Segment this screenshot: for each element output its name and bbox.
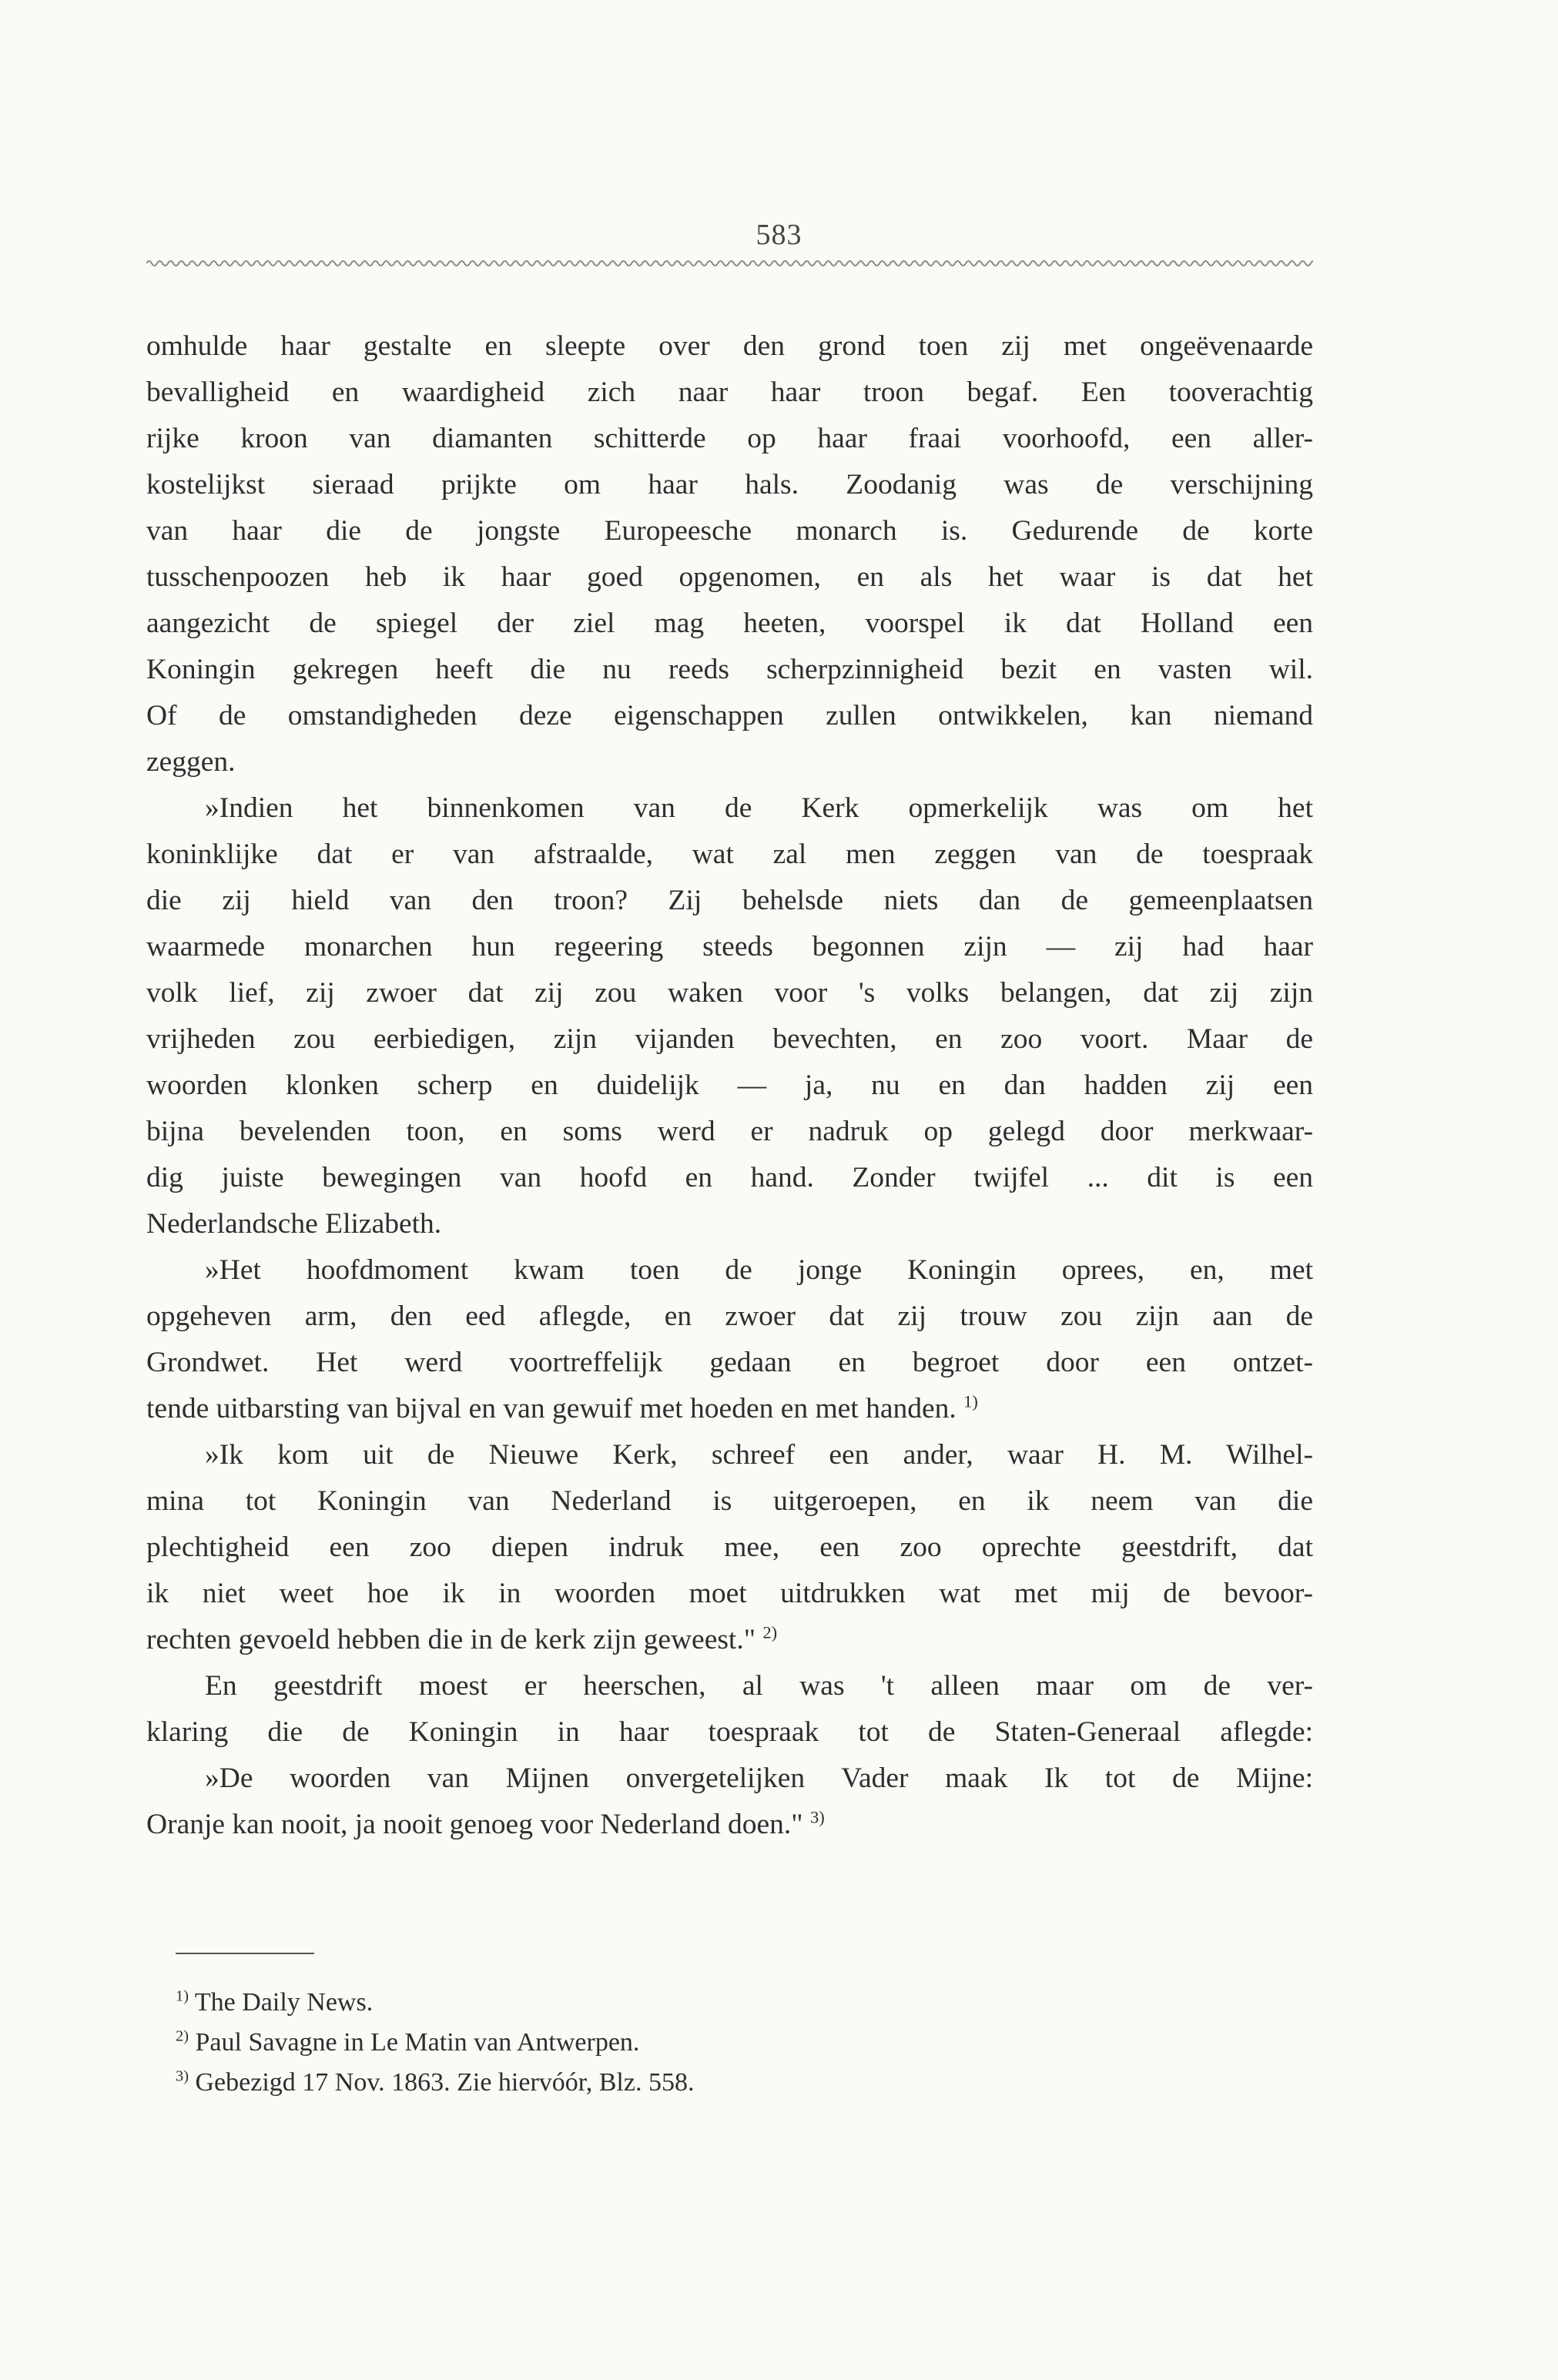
- text-line: Koningin gekregen heeft die nu reeds scherpzinnigheid bezit en vasten wil.: [146, 654, 1313, 685]
- text-line: koninklijke dat er van afstraalde, wat zal men zeggen van de toespraak: [146, 839, 1313, 870]
- text-line-content: rechten gevoeld hebben die in de kerk zijn geweest.": [146, 1624, 756, 1655]
- footnote-text: Gebezigd 17 Nov. 1863. Zie hiervóór, Blz. 558.: [195, 2068, 695, 2097]
- text-line: Grondwet. Het werd voortreffelijk gedaan en begroet door een ontzet-: [146, 1347, 1313, 1378]
- text-line: [146, 1617, 1313, 1663]
- text-line: »Het hoofdmoment kwam toen de jonge Koningin oprees, en, met: [205, 1254, 1313, 1286]
- text-line: opgeheven arm, den eed aflegde, en zwoer dat zij trouw zou zijn aan de: [146, 1300, 1313, 1332]
- footnote-mark-number: 1: [176, 1987, 184, 2005]
- text-line: die zij hield van den troon? Zij behelsde niets dan de gemeenplaatsen: [146, 885, 1313, 916]
- footnote: [176, 1983, 1177, 2023]
- paragraph: [146, 1756, 1313, 1848]
- footnote: [176, 2063, 1177, 2103]
- text-line: vrijheden zou eerbiedigen, zijn vijanden bevechten, en zoo voort. Maar de: [146, 1023, 1313, 1055]
- text-line: rijke kroon van diamanten schitterde op haar fraai voorhoofd, een aller-: [146, 423, 1313, 454]
- text-line-content: Oranje kan nooit, ja nooit genoeg voor Nederland doen.": [146, 1809, 803, 1840]
- text-line: En geestdrift moest er heerschen, al was 't alleen maar om de ver-: [205, 1670, 1313, 1702]
- footnote-mark-number: 3: [176, 2067, 184, 2085]
- text-line: dig juiste bewegingen van hoofd en hand. Zonder twijfel ... dit is een: [146, 1162, 1313, 1193]
- text-line: van haar die de jongste Europeesche monarch is. Gedurende de korte: [146, 515, 1313, 547]
- footnotes: [176, 1983, 1177, 2103]
- body-text: [146, 323, 1313, 1848]
- text-line: »Ik kom uit de Nieuwe Kerk, schreef een ander, waar H. M. Wilhel-: [205, 1439, 1313, 1471]
- text-line: ik niet weet hoe ik in woorden moet uitdrukken wat met mij de bevoor-: [146, 1578, 1313, 1609]
- text-line: waarmede monarchen hun regeering steeds begonnen zijn — zij had haar: [146, 931, 1313, 962]
- text-line: omhulde haar gestalte en sleepte over den grond toen zij met ongeëvenaarde: [146, 330, 1313, 362]
- text-line: mina tot Koningin van Nederland is uitgeroepen, en ik neem van die: [146, 1485, 1313, 1517]
- paragraph: [146, 1247, 1313, 1432]
- footnote-reference: 2): [762, 1622, 778, 1642]
- footnote-mark: 3): [176, 2067, 189, 2085]
- paragraph: [146, 323, 1313, 785]
- paragraph: [146, 785, 1313, 1247]
- text-line: plechtigheid een zoo diepen indruk mee, een zoo oprechte geestdrift, dat: [146, 1531, 1313, 1563]
- text-line: Of de omstandigheden deze eigenschappen zullen ontwikkelen, kan niemand: [146, 700, 1313, 731]
- text-line: bevalligheid en waardigheid zich naar haar troon begaf. Een tooverachtig: [146, 377, 1313, 408]
- ornamental-wavy-rule: [146, 258, 1313, 269]
- text-line: tusschenpoozen heb ik haar goed opgenomen, en als het waar is dat het: [146, 561, 1313, 593]
- text-line: klaring die de Koningin in haar toespraak tot de Staten-Generaal aflegde:: [146, 1716, 1313, 1748]
- text-line: kostelijkst sieraad prijkte om haar hals. Zoodanig was de verschijning: [146, 469, 1313, 500]
- footnote-reference-mark: 3: [809, 1807, 819, 1827]
- paragraph: [146, 1663, 1313, 1756]
- page-number: 583: [756, 219, 802, 251]
- footnote-separator: [176, 1953, 314, 1954]
- text-line: »De woorden van Mijnen onvergetelijken Vader maak Ik tot de Mijne:: [205, 1762, 1313, 1794]
- footnote-reference: 1): [963, 1391, 978, 1411]
- footnote: [176, 2023, 1177, 2063]
- footnote-reference-mark: 1: [963, 1391, 973, 1411]
- footnote-reference-mark: 2: [762, 1622, 772, 1642]
- footnote-reference: 3): [809, 1807, 825, 1827]
- text-line: woorden klonken scherp en duidelijk — ja, nu en dan hadden zij een: [146, 1069, 1313, 1101]
- footnote-text: The Daily News.: [194, 1988, 374, 2017]
- footnote-mark: 1): [176, 1987, 189, 2005]
- paragraph: [146, 1432, 1313, 1663]
- footnote-mark-number: 2: [176, 2027, 184, 2045]
- text-line: Nederlandsche Elizabeth.: [146, 1208, 442, 1240]
- text-line: bijna bevelenden toon, en soms werd er nadruk op gelegd door merkwaar-: [146, 1116, 1313, 1147]
- text-line: volk lief, zij zwoer dat zij zou waken voor 's volks belangen, dat zij zijn: [146, 977, 1313, 1009]
- text-line-content: tende uitbarsting van bijval en van gewuif met hoeden en met handen.: [146, 1393, 957, 1424]
- text-line: [146, 1802, 1313, 1848]
- footnote-mark: 2): [176, 2027, 189, 2045]
- text-line: »Indien het binnenkomen van de Kerk opmerkelijk was om het: [205, 792, 1313, 824]
- footnote-text: Paul Savagne in Le Matin van Antwerpen.: [195, 2028, 640, 2057]
- text-line: [146, 1386, 1313, 1432]
- text-line: zeggen.: [146, 746, 236, 778]
- text-line: aangezicht de spiegel der ziel mag heeten, voorspel ik dat Holland een: [146, 608, 1313, 639]
